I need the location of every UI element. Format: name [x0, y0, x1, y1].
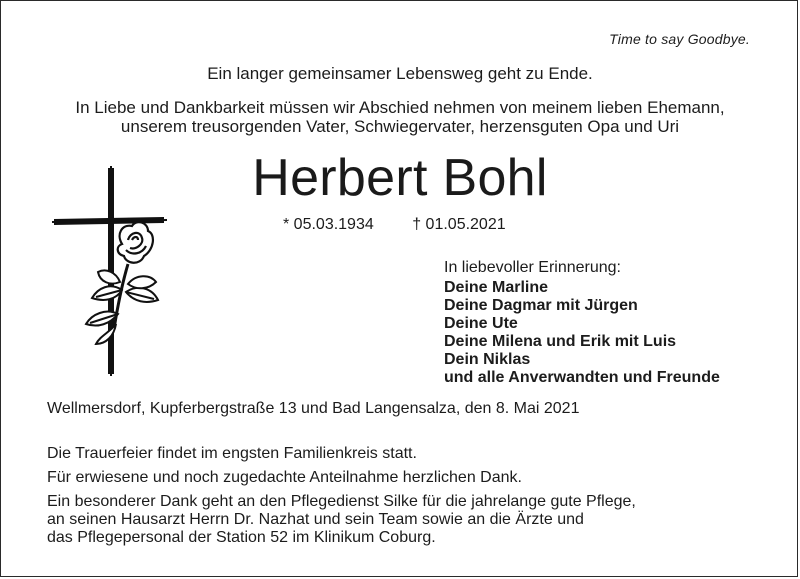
family-member: Dein Niklas — [444, 351, 531, 368]
family-list — [444, 279, 720, 387]
motto: Time to say Goodbye. — [609, 31, 750, 47]
deceased-name: Herbert Bohl — [252, 149, 548, 207]
special-thanks-line: an seinen Hausarzt Herrn Dr. Nazhat und sein Team sowie an die Ärzte und — [47, 511, 584, 528]
cross-with-rose-icon — [52, 164, 172, 379]
special-thanks-line: Ein besonderer Dank geht an den Pflegedienst Silke für die jahrelange gute Pflege, — [47, 493, 636, 510]
family-member: Deine Milena und Erik mit Luis — [444, 333, 677, 350]
funeral-note: Die Trauerfeier findet im engsten Familienkreis statt. — [47, 445, 417, 462]
intro-text — [0, 98, 800, 136]
birth-date: * 05.03.1934 — [283, 216, 374, 233]
life-dates — [283, 216, 506, 234]
thanks-note: Für erwiesene und noch zugedachte Anteilnahme herzlichen Dank. — [47, 469, 522, 486]
place-and-date: Wellmersdorf, Kupferbergstraße 13 und Bad Langensalza, den 8. Mai 2021 — [47, 400, 580, 417]
family-member: und alle Anverwandten und Freunde — [444, 369, 720, 386]
remembrance-label: In liebevoller Erinnerung: — [444, 259, 621, 276]
death-date: † 01.05.2021 — [412, 216, 506, 233]
family-member: Deine Dagmar mit Jürgen — [444, 297, 638, 314]
special-thanks-line: das Pflegepersonal der Station 52 im Klinikum Coburg. — [47, 529, 436, 546]
intro-text-line: In Liebe und Dankbarkeit müssen wir Abschied nehmen von meinem lieben Ehemann, — [75, 98, 725, 117]
family-member: Deine Ute — [444, 315, 518, 332]
intro-text-line: unserem treusorgenden Vater, Schwiegervater, herzensguten Opa und Uri — [120, 117, 680, 136]
special-thanks — [47, 493, 636, 547]
family-member: Deine Marline — [444, 279, 549, 296]
intro-line: Ein langer gemeinsamer Lebensweg geht zu Ende. — [207, 64, 593, 83]
